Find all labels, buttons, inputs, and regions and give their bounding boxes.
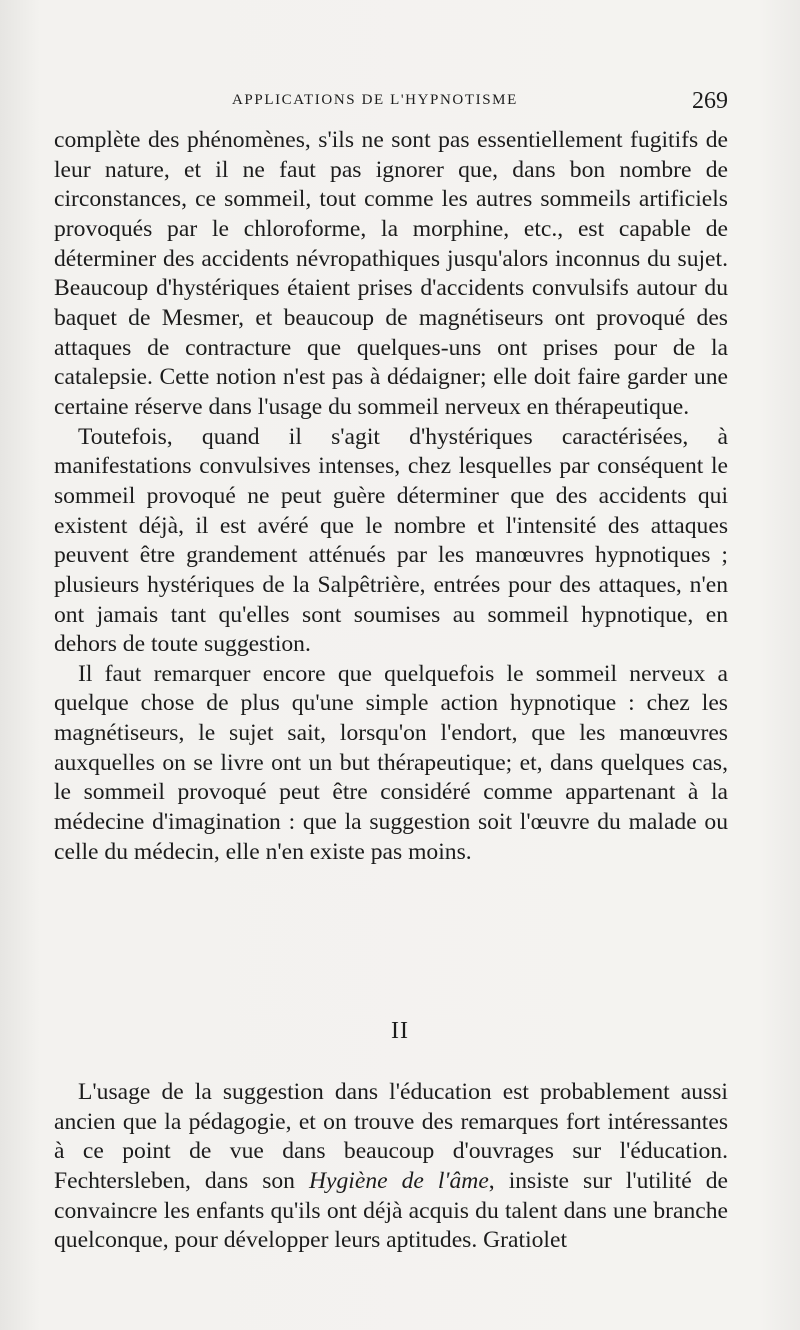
- paragraph-1: complète des phénomènes, s'ils ne sont pas essentiellement fugitifs de leur nature, et il ne faut pas ignorer que, dans bon nombre de circonstances, ce sommeil, tout comme les autres sommeils artificiels provoqués par le chloroforme, la morphine, etc., est capable de déterminer des accidents névropathiques jusqu'alors inconnus du sujet. Beaucoup d'hystériques étaient prises d'accidents convulsifs autour du baquet de Mesmer, et beaucoup de magnétiseurs ont provoqué des attaques de contracture que quelques-uns ont prises pour de la catalepsie. Cette notion n'est pas à dédaigner; elle doit faire garder une certaine réserve dans l'usage du sommeil nerveux en thérapeutique.: [54, 127, 728, 420]
- paragraph-3: Il faut remarquer encore que quelquefois le sommeil nerveux a quelque chose de plus qu'une simple action hypnotique : chez les magnétiseurs, le sujet sait, lorsqu'on l'endort, que les manœuvres auxquelles on se livre ont un but thérapeutique; et, dans quelques cas, le sommeil provoqué peut être considéré comme appartenant à la médecine d'imagination : que la suggestion soit l'œuvre du malade ou celle du médecin, elle n'en existe pas moins.: [54, 660, 728, 865]
- section-heading: II: [391, 1018, 409, 1044]
- page-header: [54, 88, 728, 118]
- paragraph-2: Toutefois, quand il s'agit d'hystériques caractérisées, à manifestations convulsives intenses, chez lesquelles par conséquent le sommeil provoqué ne peut guère déterminer que des accidents qui existent déjà, il est avéré que le nombre et l'intensité des attaques peuvent être grandement atténués par les manœuvres hypnotiques ; plusieurs hystériques de la Salpêtrière, entrées pour des attaques, n'en ont jamais tant qu'elles sont soumises au sommeil hypnotique, en dehors de toute suggestion.: [54, 423, 728, 658]
- book-title: Hygiène de l'âme: [308, 1167, 489, 1194]
- paragraph-4-rest: , insiste sur l'utilité de convaincre les enfants qu'ils ont déjà acquis du talent dans une branche quelconque, pour développer leurs aptitudes. Gratiolet: [54, 1167, 728, 1254]
- page-number: 269: [692, 88, 728, 114]
- paragraph-4-intro: L'usage de la suggestion dans l'éducation est probablement aussi ancien que la pédagogie, et on trouve des remarques fort intéressantes à ce point de vue dans beaucoup d'ouvrages sur l'éducation. Fechtersleben, dans son: [54, 1079, 728, 1194]
- running-head: APPLICATIONS DE L'HYPNOTISME: [232, 92, 518, 108]
- body-text-section-2: [54, 1078, 728, 1256]
- paragraph-4: [54, 1078, 728, 1256]
- body-text-section-1: [54, 126, 728, 867]
